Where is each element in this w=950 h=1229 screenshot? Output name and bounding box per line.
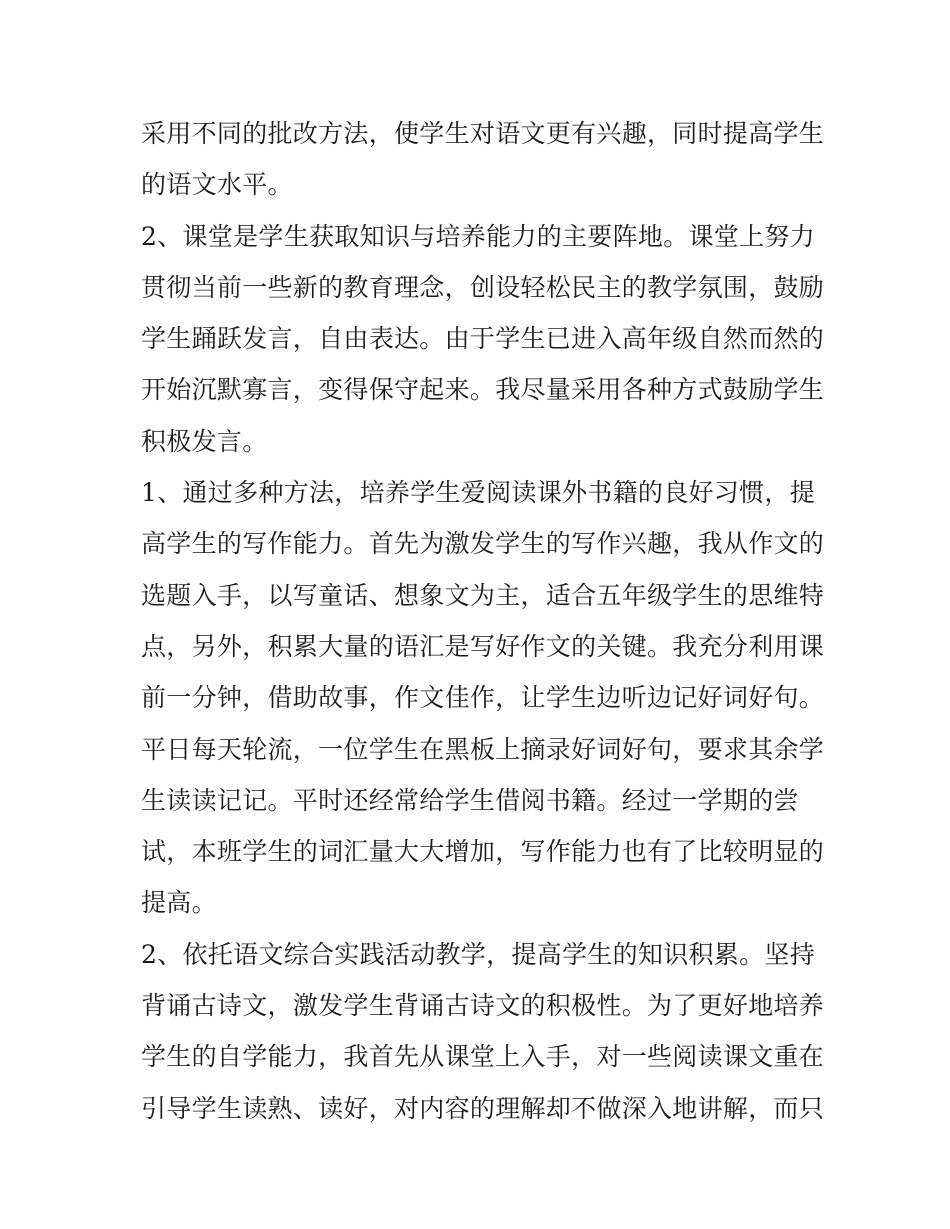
text-line: 2、课堂是学生获取知识与培养能力的主要阵地。课堂上努力 (141, 221, 816, 251)
text-line: 背诵古诗文，激发学生背诵古诗文的积极性。为了更好地培养 (141, 991, 825, 1021)
document-body (141, 108, 825, 1134)
text-line: 平日每天轮流，一位学生在黑板上摘录好词好句，要求其余学 (141, 734, 825, 764)
text-line: 选题入手，以写童话、想象文为主，适合五年级学生的思维特 (141, 580, 825, 610)
text-line: 1、通过多种方法，培养学生爱阅读课外书籍的良好习惯，提 (141, 478, 816, 508)
text-line: 前一分钟，借助故事，作文佳作，让学生边听边记好词好句。 (141, 683, 825, 713)
text-line: 的语文水平。 (141, 170, 293, 200)
text-line: 引导学生读熟、读好，对内容的理解却不做深入地讲解，而只 (141, 1093, 825, 1123)
text-line: 积极发言。 (141, 426, 268, 456)
text-line: 2、依托语文综合实践活动教学，提高学生的知识积累。坚持 (141, 939, 816, 969)
text-line: 学生的自学能力，我首先从课堂上入手，对一些阅读课文重在 (141, 1042, 825, 1072)
text-line: 生读读记记。平时还经常给学生借阅书籍。经过一学期的尝 (141, 785, 799, 815)
text-line: 采用不同的批改方法，使学生对语文更有兴趣，同时提高学生 (141, 119, 825, 148)
text-line: 试，本班学生的词汇量大大增加，写作能力也有了比较明显的 (141, 837, 825, 867)
text-line: 学生踊跃发言，自由表达。由于学生已进入高年级自然而然的 (141, 324, 825, 354)
text-line: 高学生的写作能力。首先为激发学生的写作兴趣，我从作文的 (141, 529, 825, 559)
text-line: 提高。 (141, 888, 217, 918)
text-line: 贯彻当前一些新的教育理念，创设轻松民主的教学氛围，鼓励 (141, 272, 825, 302)
text-line: 点，另外，积累大量的语汇是写好作文的关键。我充分利用课 (141, 631, 825, 661)
text-line: 开始沉默寡言，变得保守起来。我尽量采用各种方式鼓励学生 (141, 375, 825, 405)
